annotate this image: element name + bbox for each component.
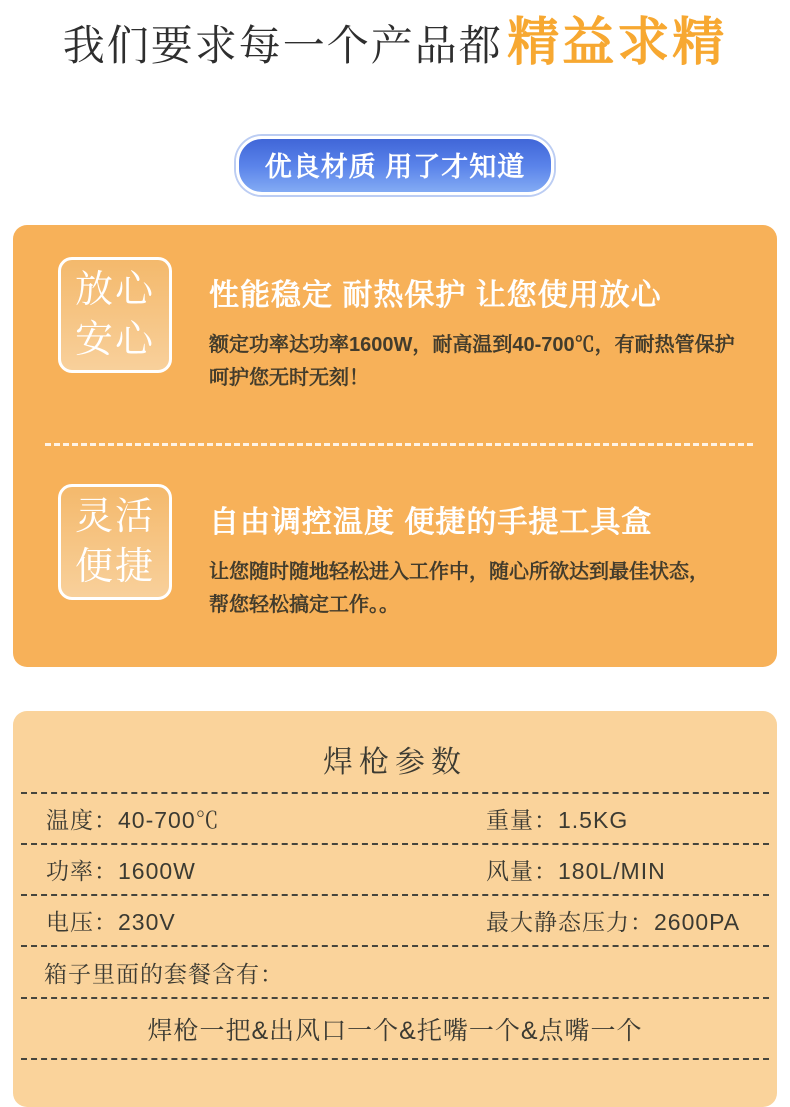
params-row-temperature-weight [21, 792, 769, 843]
main-title-accent: 精益求精 [507, 14, 728, 72]
param-weight: 重量：1.5KG [486, 807, 629, 833]
feature-tag-line2: 便捷 [74, 546, 155, 588]
params-card [13, 711, 777, 1107]
main-title [0, 14, 790, 85]
feature-divider [45, 443, 753, 446]
param-voltage: 电压：230V [46, 909, 176, 935]
params-row-power-airflow [21, 843, 769, 894]
feature-item-flexible [13, 484, 777, 622]
feature-card [13, 225, 777, 667]
feature-item-safety [13, 257, 777, 395]
package-contents: 焊枪一把&出风口一个&托嘴一个&点嘴一个 [147, 1016, 643, 1045]
feature-description-line: 额定功率达功率1600W，耐高温到40-700℃，有耐热管保护 [209, 334, 735, 356]
feature-tag-box-safety [58, 257, 172, 373]
package-label-row [21, 945, 769, 997]
feature-description-line: 让您随时随地轻松进入工作中，随心所欲达到最佳状态， [209, 561, 709, 583]
param-pressure: 最大静态压力：2600PA [486, 909, 741, 935]
feature-text-flexible [209, 484, 709, 622]
params-title: 焊枪参数 [323, 746, 467, 779]
feature-heading: 性能稳定 耐热保护 让您使用放心 [209, 279, 662, 312]
feature-tag-box-flexible [58, 484, 172, 600]
feature-description-line: 呵护您无时无刻！ [209, 367, 369, 389]
feature-description-line: 帮您轻松搞定工作。。 [209, 594, 399, 616]
package-label: 箱子里面的套餐含有： [44, 960, 284, 987]
param-airflow: 风量：180L/MIN [486, 858, 666, 884]
main-title-regular: 我们要求每一个产品都 [62, 22, 503, 69]
param-power: 功率：1600W [46, 858, 196, 884]
params-card-bottom-rule [21, 1058, 769, 1107]
feature-heading: 自由调控温度 便捷的手提工具盒 [209, 506, 653, 539]
feature-text-safety [209, 257, 735, 395]
feature-tag-line2: 安心 [74, 319, 155, 361]
params-row-voltage-pressure [21, 894, 769, 945]
feature-tag-line1: 放心 [74, 269, 155, 311]
feature-tag-line1: 灵活 [74, 496, 155, 538]
package-contents-row [21, 997, 769, 1058]
quality-badge: 优良材质 用了才知道 [236, 136, 555, 195]
param-temperature: 温度：40-700℃ [46, 807, 220, 833]
page-header [0, 0, 790, 195]
